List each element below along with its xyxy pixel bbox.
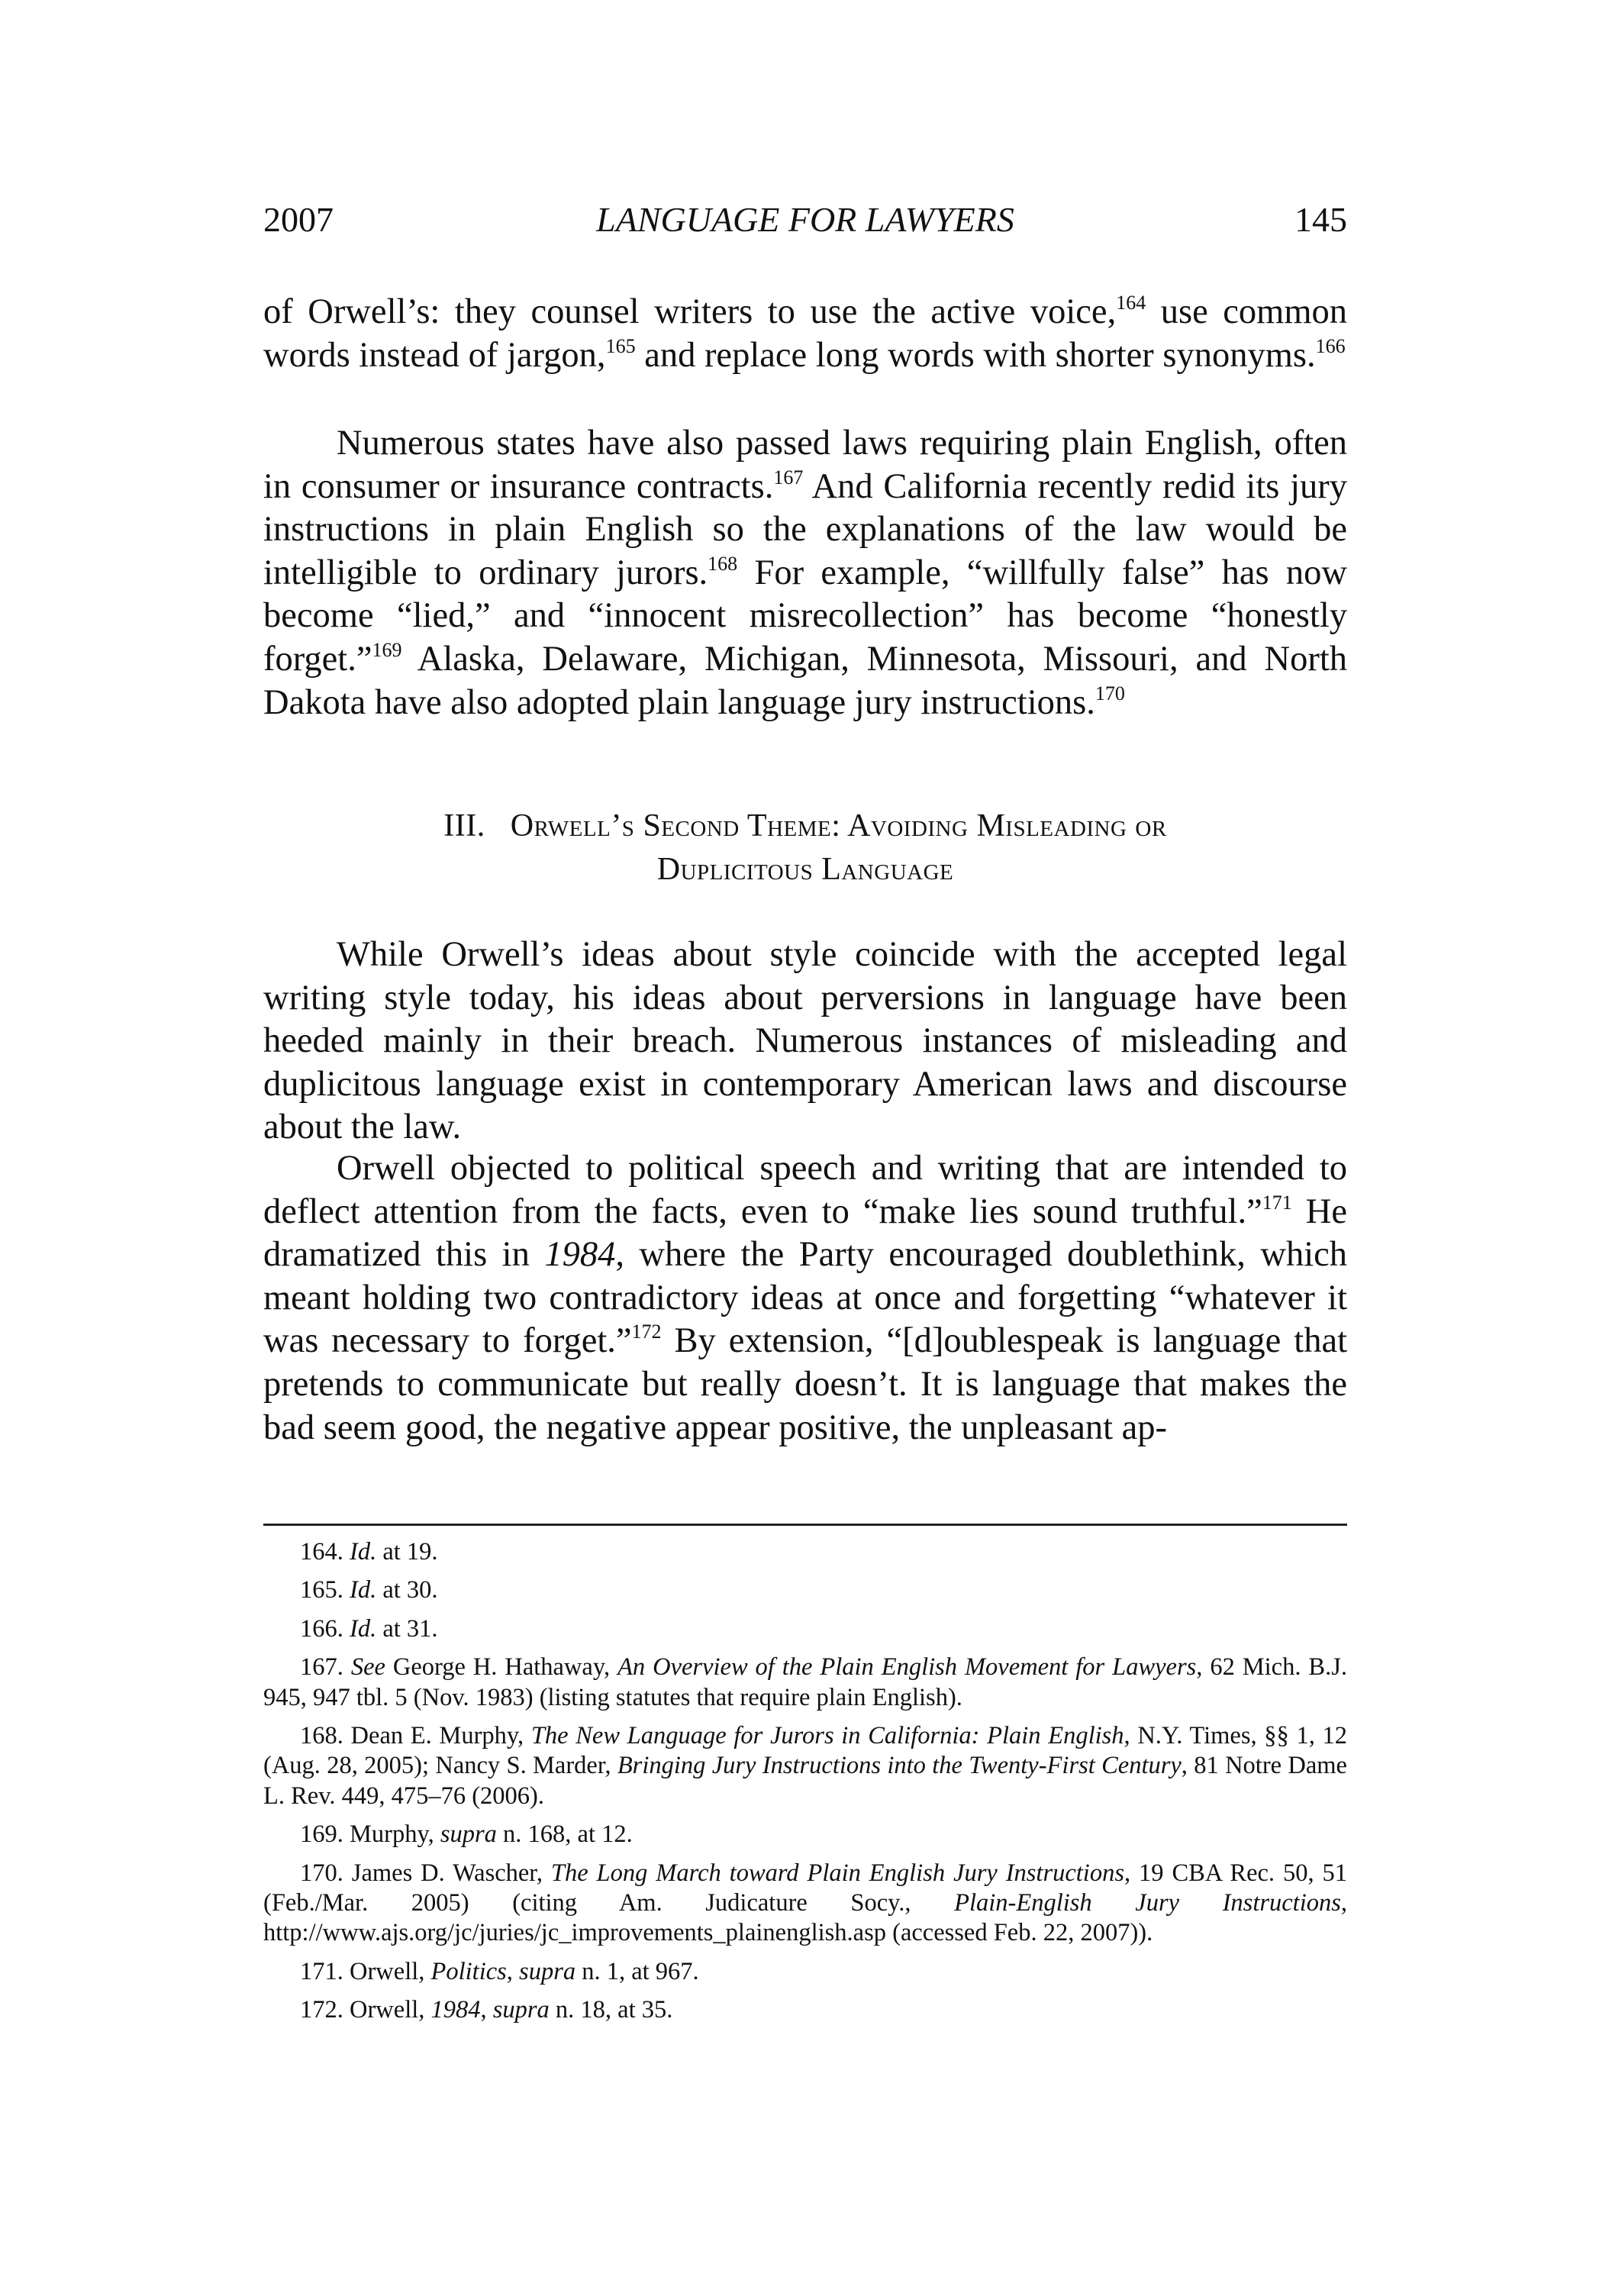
text-run: For example, “willfully false” has now become “lied,” and “innocent misrecollection” has become “honestly forget.” (263, 553, 1347, 679)
text-run: , (480, 1996, 493, 2024)
header-year: 2007 (263, 200, 334, 239)
text-run: Murphy, (350, 1820, 440, 1849)
text-run: Alaska, Delaware, Michigan, Minnesota, Missouri, and North Dakota have also adopted plain language jury instructions. (263, 639, 1347, 722)
text-run: n. 18, at 35. (549, 1996, 673, 2024)
text-run-italic: supra (519, 1957, 576, 1985)
text-run-italic: supra (492, 1996, 550, 2024)
section-number: III. (443, 808, 485, 843)
text-run: , 81 Notre Dame L. Rev. 449, 475–76 (2006). (263, 1752, 1347, 1810)
text-run-italic: An Overview of the Plain English Movement for Lawyers (617, 1653, 1197, 1682)
footnote-168 (263, 1721, 1347, 1811)
footnote-number: 167. (300, 1653, 343, 1682)
footnote-172 (263, 1995, 1347, 2025)
text-run: at 30. (376, 1576, 438, 1604)
footnote-ref: 164 (1116, 292, 1146, 314)
text-run-italic: Bringing Jury Instructions into the Twenty-First Century (617, 1752, 1182, 1780)
text-run: use common words instead of jargon, (263, 292, 1348, 375)
text-run: Orwell objected to political speech and writing that are intended to deflect attention from the facts, even to “make lies sound truthful.” (263, 1149, 1347, 1231)
text-run: , N.Y. Times, §§ 1, 12 (Aug. 28, 2005); Nancy S. Marder, (263, 1722, 1347, 1780)
footnote-164 (263, 1537, 1347, 1567)
text-run: of Orwell’s: they counsel writers to use the active voice, (263, 292, 1117, 331)
text-run-italic: 1984 (544, 1235, 616, 1275)
footnote-number: 166. (300, 1614, 343, 1643)
text-run-italic: See (350, 1653, 385, 1682)
text-run-italic: The New Language for Jurors in California: Plain English (530, 1722, 1124, 1750)
text-run: Orwell, (350, 1996, 431, 2024)
footnote-169 (263, 1820, 1347, 1849)
footnote-ref: 169 (372, 638, 402, 661)
footnote-number: 172. (300, 1996, 343, 2024)
text-run-italic: The Long March toward Plain English Jury Instructions (550, 1859, 1124, 1887)
text-run-italic: Politics (430, 1957, 507, 1985)
footnote-number: 171. (300, 1957, 343, 1985)
footnote-ref: 167 (773, 466, 804, 489)
footnote-ref: 172 (631, 1321, 662, 1343)
text-run: By extension, “[d]oublespeak is language that pretends to communicate but really doesn’t. It is language that makes the bad seem good, the negative appear positive, the unpleasant ap- (263, 1321, 1347, 1447)
footnote-divider (263, 1524, 1347, 1526)
text-run: He dramatized this in (263, 1192, 1347, 1275)
text-run: Orwell, (350, 1957, 431, 1985)
text-run: , 19 CBA Rec. 50, 51 (Feb./Mar. 2005) (citing Am. Judicature Socy., (263, 1859, 1348, 1917)
section-title-line-1: Orwell’s Second Theme: Avoiding Misleading or (510, 808, 1167, 843)
footnote-number: 165. (300, 1576, 343, 1604)
paragraph-doublespeak (263, 1147, 1347, 1450)
footnote-167 (263, 1653, 1347, 1713)
footnote-171 (263, 1957, 1347, 1987)
paragraph-orwell-style (263, 934, 1347, 1150)
footnote-166 (263, 1614, 1347, 1644)
text-run: , (506, 1957, 520, 1985)
text-run: , 62 Mich. B.J. 945, 947 tbl. 5 (Nov. 1983) (listing statutes that require plain English). (263, 1653, 1347, 1711)
section-title-line-2: Duplicitous Language (656, 852, 954, 887)
header-page-number: 145 (1294, 200, 1347, 239)
text-run: While Orwell’s ideas about style coincide with the accepted legal writing style today, his ideas about perversions in language have been heeded mainly in their breach. Numerous instances of misleading and duplicitous language exist in contemporary American laws and discourse about the law. (263, 935, 1347, 1147)
footnote-number: 170. (300, 1859, 343, 1887)
footnote-ref: 170 (1095, 682, 1125, 705)
footnote-number: 168. (300, 1722, 343, 1750)
footnote-ref: 168 (708, 552, 738, 575)
text-run-italic: Id. (350, 1614, 377, 1643)
text-run: and replace long words with shorter synonyms. (635, 335, 1316, 375)
section-heading (263, 805, 1347, 892)
text-run: George H. Hathaway, (385, 1653, 618, 1682)
text-run-italic: Id. (350, 1538, 377, 1566)
text-run: James D. Wascher, (351, 1859, 551, 1887)
text-run-italic: Plain-English Jury Instructions (954, 1889, 1341, 1917)
text-run-italic: 1984 (430, 1996, 481, 2024)
footnote-ref: 165 (605, 334, 636, 357)
text-run: , http://www.ajs.org/jc/juries/jc_improvements_plainenglish.asp (accessed Feb. 22, 2007)). (263, 1889, 1348, 1947)
text-run: at 31. (376, 1614, 438, 1643)
running-header (263, 197, 1347, 243)
footnote-number: 164. (300, 1538, 343, 1566)
paragraph-continuation (263, 291, 1347, 377)
text-run: And California recently redid its jury instructions in plain English so the explanations of the law would be intelligible to ordinary jurors. (263, 466, 1347, 592)
footnote-ref: 166 (1315, 334, 1346, 357)
footnotes (263, 1537, 1347, 2034)
text-run: at 19. (376, 1538, 438, 1566)
text-run: n. 1, at 967. (575, 1957, 699, 1985)
text-run: Dean E. Murphy, (350, 1722, 531, 1750)
footnote-165 (263, 1575, 1347, 1605)
text-run: Numerous states have also passed laws requiring plain English, often in consumer or insurance contracts. (263, 424, 1347, 506)
text-run: n. 168, at 12. (496, 1820, 633, 1849)
text-run-italic: Id. (350, 1576, 377, 1604)
text-run: , where the Party encouraged doublethink, which meant holding two contradictory ideas at once and forgetting “whatever it was necessary to forget.” (263, 1235, 1347, 1361)
footnote-number: 169. (300, 1820, 343, 1849)
footnote-ref: 171 (1262, 1191, 1292, 1214)
paragraph-plain-english-laws (263, 422, 1347, 724)
header-journal-title: LANGUAGE FOR LAWYERS (596, 200, 1014, 239)
footnote-170 (263, 1859, 1347, 1949)
text-run-italic: supra (440, 1820, 497, 1849)
